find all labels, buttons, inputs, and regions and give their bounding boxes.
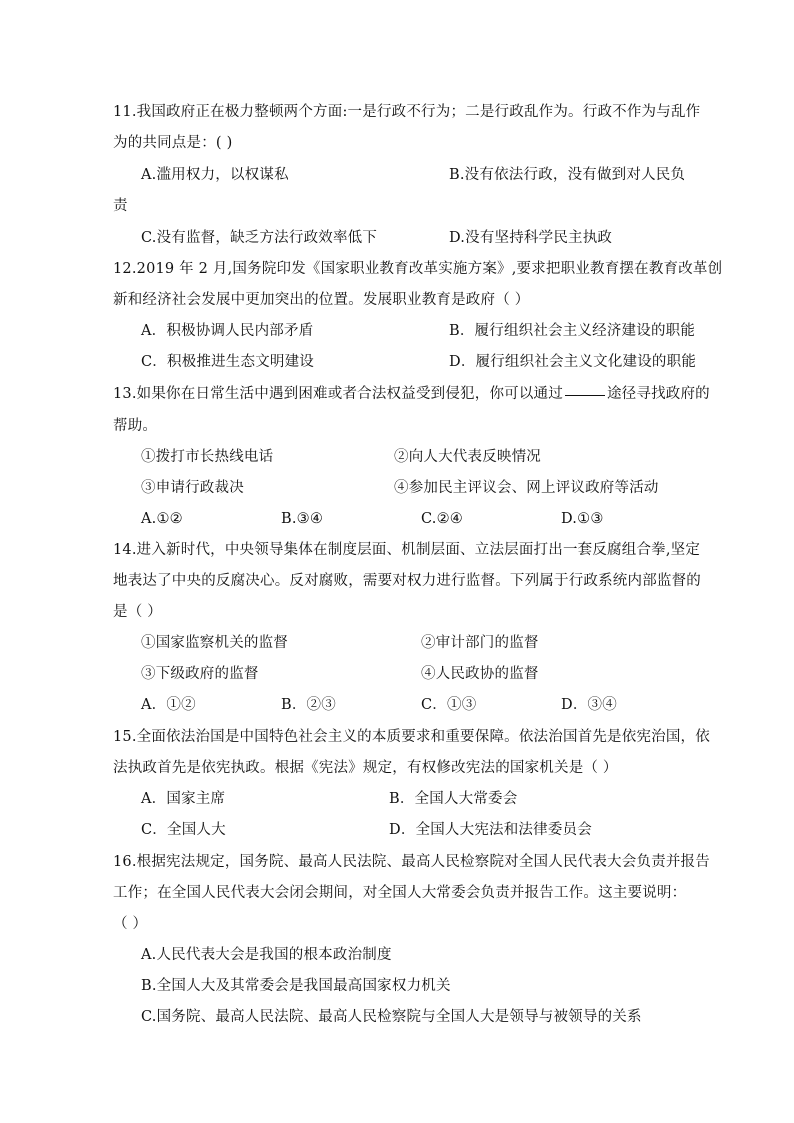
- question-16-option-a: A.人民代表大会是我国的根本政治制度: [141, 947, 392, 963]
- question-13-option-b: B.③④: [281, 511, 324, 527]
- question-12-option-b: B．履行组织社会主义经济建设的职能: [449, 323, 696, 339]
- question-11-option-c: C.没有监督，缺乏方法行政效率低下: [141, 230, 378, 246]
- question-13-stem-line-2: 帮助。: [113, 418, 158, 434]
- question-11-option-a: A.滥用权力，以权谋私: [141, 167, 289, 183]
- question-16-stem-line-3: （ ）: [113, 916, 148, 932]
- question-12-stem-line-1: 12.2019 年 2 月,国务院印发《国家职业教育改革实施方案》,要求把职业教育摆在教育改革创: [113, 261, 723, 277]
- question-14-option-c: C．①③: [421, 697, 477, 713]
- question-14-stem-line-3: 是（ ）: [113, 604, 162, 620]
- question-13-statement-1: ①拨打市长热线电话: [141, 449, 274, 465]
- question-13-stem-line-1: [113, 384, 710, 404]
- question-11-option-b: B.没有依法行政，没有做到对人民负: [449, 167, 686, 183]
- question-13-option-d: D.①③: [561, 511, 604, 527]
- question-13-stem-before-blank: 13.如果你在日常生活中遇到困难或者合法权益受到侵犯，你可以通过: [113, 386, 563, 402]
- question-16-option-c: C.国务院、最高人民法院、最高人民检察院与全国人大是领导与被领导的关系: [141, 1009, 642, 1025]
- question-15-option-c: C．全国人大: [141, 822, 226, 838]
- question-16-stem-line-2: 工作；在全国人民代表大会闭会期间，对全国人大常委会负责并报告工作。这主要说明：: [113, 885, 687, 901]
- question-11-stem-line-2: 为的共同点是：( ): [113, 135, 233, 151]
- question-14-option-b: B．②③: [281, 697, 336, 713]
- question-11-option-b-continuation: 责: [113, 198, 128, 214]
- question-15-option-a: A．国家主席: [141, 791, 226, 807]
- question-13-statement-3: ③申请行政裁决: [141, 480, 244, 496]
- question-12-option-a: A．积极协调人民内部矛盾: [141, 323, 314, 339]
- question-14-statement-1: ①国家监察机关的监督: [141, 635, 288, 651]
- question-14-option-a: A．①②: [141, 697, 196, 713]
- question-14-statement-3: ③下级政府的监督: [141, 666, 259, 682]
- question-11-option-d: D.没有坚持科学民主执政: [449, 230, 613, 246]
- question-15-stem-line-2: 法执政首先是依宪执政。根据《宪法》规定，有权修改宪法的国家机关是（ ）: [113, 760, 618, 776]
- question-12-option-d: D．履行组织社会主义文化建设的职能: [449, 354, 697, 370]
- question-12-stem-line-2: 新和经济社会发展中更加突出的位置。发展职业教育是政府（ ）: [113, 292, 530, 308]
- question-14-stem-line-2: 地表达了中央的反腐决心。反对腐败，需要对权力进行监督。下列属于行政系统内部监督的: [113, 573, 701, 589]
- question-14-option-d: D．③④: [561, 697, 617, 713]
- question-13-option-a: A.①②: [141, 511, 183, 527]
- question-11-stem-line-1: 11.我国政府正在极力整顿两个方面:一是行政不行为；二是行政乱作为。行政不作为与乱作: [113, 104, 701, 120]
- question-13-statement-4: ④参加民主评议会、网上评议政府等活动: [394, 480, 659, 496]
- question-16-option-b: B.全国人大及其常委会是我国最高国家权力机关: [141, 978, 451, 994]
- question-14-stem-line-1: 14.进入新时代，中央领导集体在制度层面、机制层面、立法层面打出一套反腐组合拳,坚定: [113, 542, 701, 558]
- question-16-stem-line-1: 16.根据宪法规定，国务院、最高人民法院、最高人民检察院对全国人民代表大会负责并报告: [113, 854, 710, 870]
- question-13-statement-2: ②向人大代表反映情况: [394, 449, 541, 465]
- question-12-option-c: C．积极推进生态文明建设: [141, 354, 314, 370]
- question-15-option-b: B．全国人大常委会: [389, 791, 518, 807]
- answer-blank: [565, 394, 605, 396]
- question-15-option-d: D．全国人大宪法和法律委员会: [389, 822, 592, 838]
- question-14-statement-2: ②审计部门的监督: [421, 635, 539, 651]
- question-13-stem-after-blank: 途径寻找政府的: [606, 386, 710, 402]
- question-14-statement-4: ④人民政协的监督: [421, 666, 539, 682]
- question-13-option-c: C.②④: [421, 511, 463, 527]
- question-15-stem-line-1: 15.全面依法治国是中国特色社会主义的本质要求和重要保障。依法治国首先是依宪治国，依: [113, 729, 710, 745]
